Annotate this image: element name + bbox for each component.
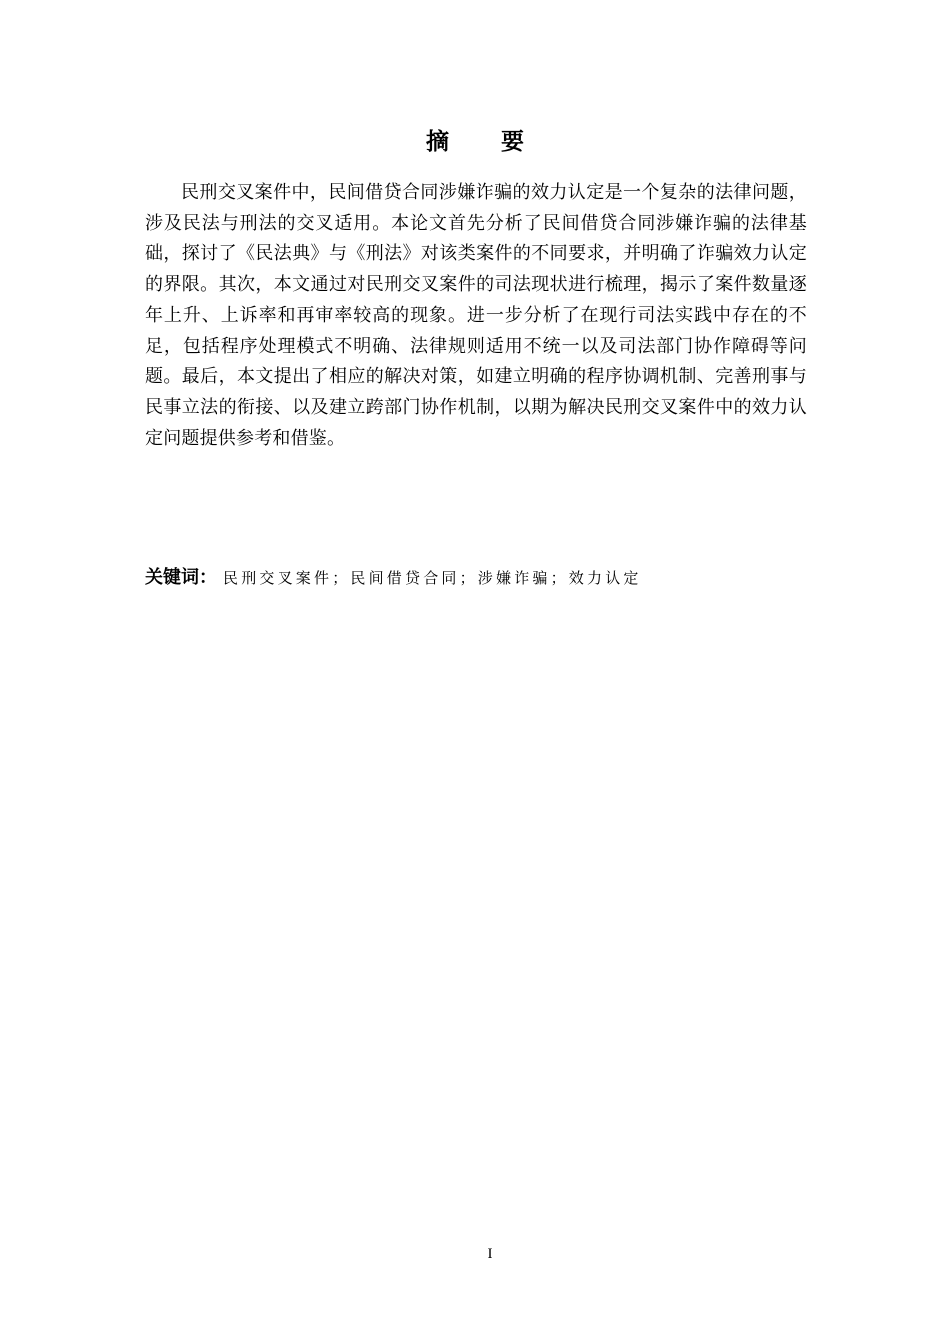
abstract-title: 摘 要 <box>425 129 546 155</box>
page-number: I <box>487 1246 493 1262</box>
keywords-text: 民刑交叉案件；民间借贷合同；涉嫌诈骗；效力认定 <box>223 569 642 587</box>
abstract-body: 民刑交叉案件中，民间借贷合同涉嫌诈骗的效力认定是一个复杂的法律问题，涉及民法与刑法的交叉适用。本论文首先分析了民间借贷合同涉嫌诈骗的法律基础，探讨了《民法典》与《刑法》对该类案件的不同要求，并明确了诈骗效力认定的界限。其次，本文通过对民刑交叉案件的司法现状进行梳理，揭示了案件数量逐年上升、上诉率和再审率较高的现象。进一步分析了在现行司法实践中存在的不足，包括程序处理模式不明确、法律规则适用不统一以及司法部门协作障碍等问题。最后，本文提出了相应的解决对策，如建立明确的程序协调机制、完善刑事与民事立法的衔接、以及建立跨部门协作机制，以期为解决民刑交叉案件中的效力认定问题提供参考和借鉴。 <box>145 182 807 449</box>
keywords-label: 关键词： <box>145 567 217 588</box>
keywords-line <box>145 564 642 592</box>
